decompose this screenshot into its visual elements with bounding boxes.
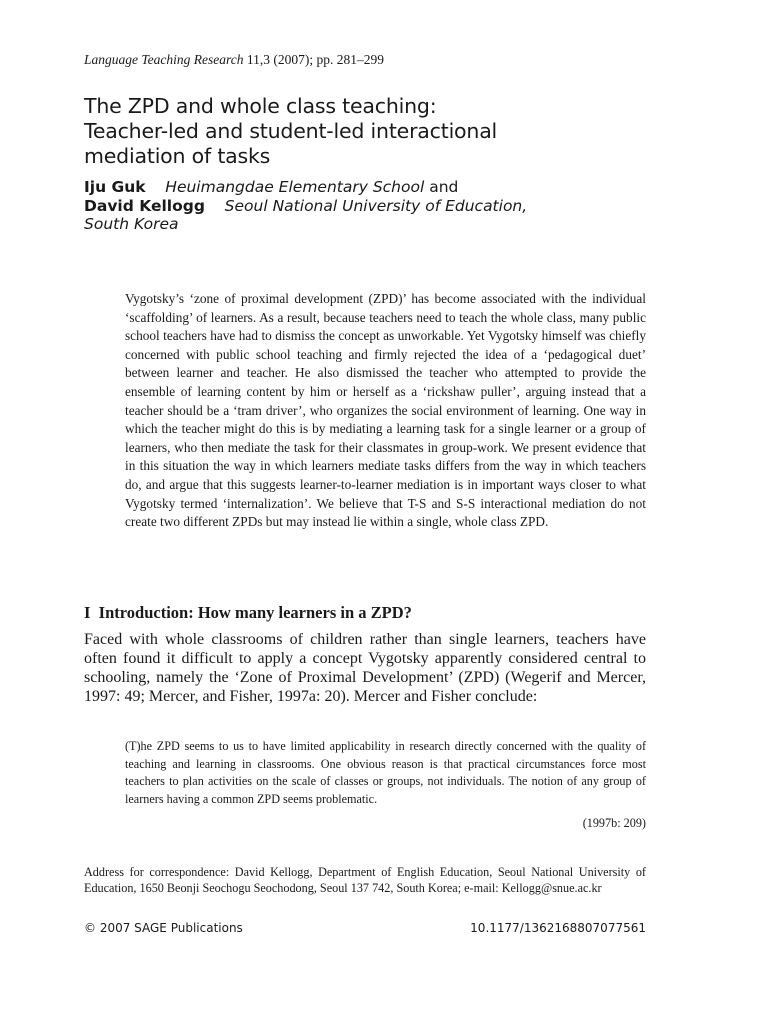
- author-connector: and: [429, 178, 459, 196]
- title-line-2: Teacher-led and student-led interactional: [84, 119, 498, 143]
- intro-paragraph: Faced with whole classrooms of children rather than single learners, teachers have often found it difficult to apply a concept Vygotsky apparently considered central to schooling, namely the ‘Zone of Proximal Development’ (ZPD) (Wegerif and Mercer, 1997: 49; Mercer, and Fisher, 1997a: 20). Mercer and Fisher conclude:: [84, 631, 646, 705]
- section-number: I: [84, 603, 91, 622]
- section-heading: [84, 603, 646, 623]
- quote-citation: (1997b: 209): [582, 816, 646, 830]
- journal-citation: [84, 52, 646, 68]
- title-line-3: mediation of tasks: [84, 144, 271, 168]
- author-affiliation-1: Heuimangdae Elementary School: [165, 178, 425, 196]
- author-affiliation-2: Seoul National University of Education,: [224, 196, 528, 215]
- copyright-notice: © 2007 SAGE Publications: [84, 921, 243, 935]
- doi: 10.1177/1362168807077561: [470, 921, 646, 935]
- journal-details: 11,3 (2007); pp. 281–299: [246, 52, 384, 67]
- block-quote: (T)he ZPD seems to us to have limited applicability in research directly concerned with the quality of teaching and learning in classrooms. One obvious reason is that practical circumstances force most teachers to plan activities on the scale of classes or groups, not individuals. The notion of any group of learners having a common ZPD seems problematic.: [125, 739, 646, 806]
- article-title: [84, 94, 646, 169]
- author-name-1: Iju Guk: [84, 178, 146, 196]
- journal-name: Language Teaching Research: [84, 52, 244, 67]
- author-name-2: David Kellogg: [84, 196, 205, 215]
- title-line-1: The ZPD and whole class teaching:: [84, 94, 437, 118]
- correspondence-address: Address for correspondence: David Kellogg, Department of English Education, Seoul National University of Education, 1650 Beonji Seochogu Seochodong, Seoul 137 742, South Korea; e-mail: Kellogg@snue.ac.kr: [84, 865, 646, 895]
- author-affiliation-2-cont: South Korea: [84, 215, 179, 233]
- author-block: [84, 178, 646, 234]
- abstract: Vygotsky’s ‘zone of proximal development (ZPD)’ has become associated with the individual ‘scaffolding’ of learners. As a result, because teachers need to teach the whole class, many public school teachers have had to dismiss the concept as unworkable. Yet Vygotsky himself was chiefly concerned with public school teaching and firmly rejected the idea of a ‘pedagogical duet’ between learner and teacher. He also dismissed the teacher who attempted to provide the ensemble of learning content by him or herself as a ‘rickshaw puller’, arguing instead that a teacher should be a ‘tram driver’, who organizes the social environment of learning. One way in which the teacher might do this is by mediating a learning task for a single learner or a group of learners, who then mediate the task for their classmates in group-work. We present evidence that in this situation the way in which learners mediate tasks differs from the way in which teachers do, and argue that this suggests learner-to-learner mediation is in important ways closer to what Vygotsky termed ‘internalization’. We believe that T-S and S-S interactional mediation do not create two different ZPDs but may instead lie within a single, whole class ZPD.: [125, 291, 646, 530]
- section-title: Introduction: How many learners in a ZPD?: [98, 603, 412, 622]
